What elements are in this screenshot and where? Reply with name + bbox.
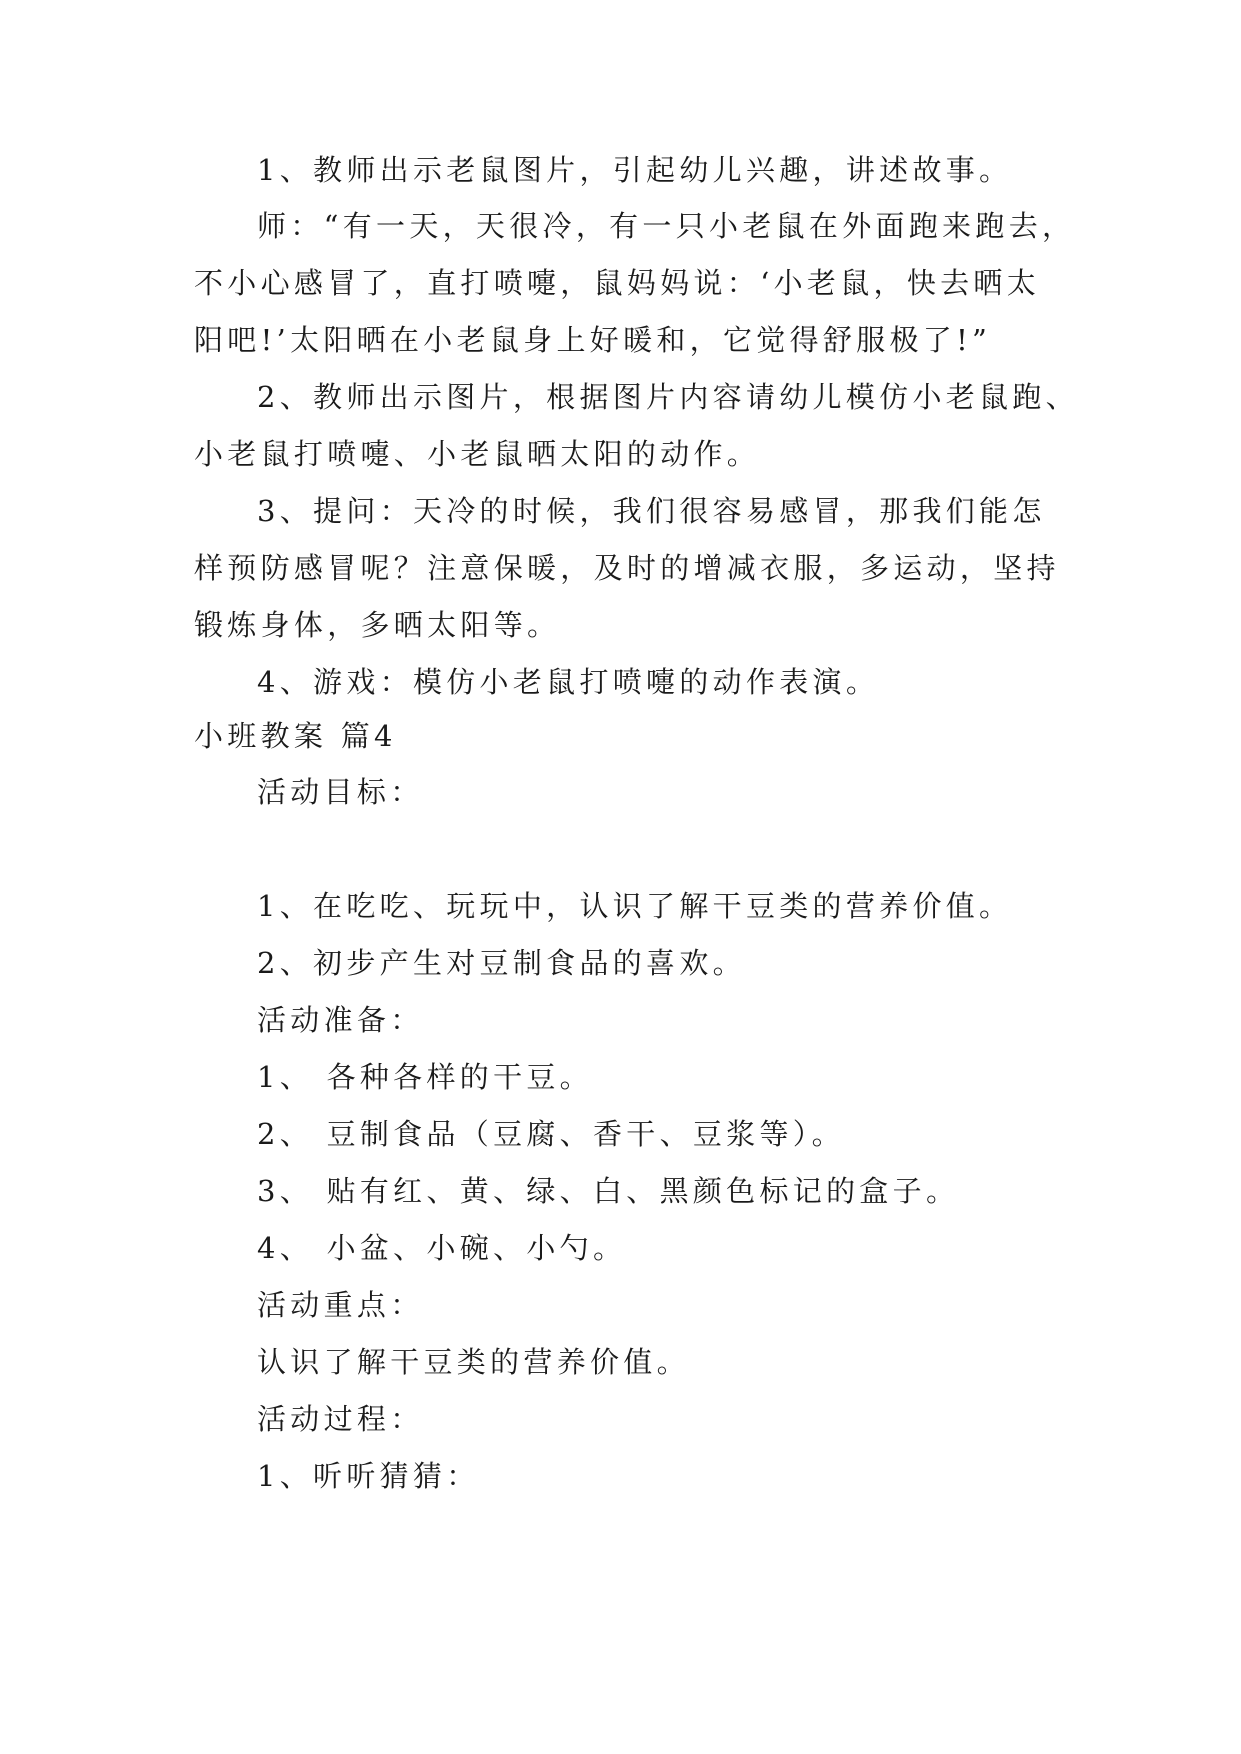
paragraph-line: 锻炼身体，多晒太阳等。 <box>194 608 561 642</box>
list-item: 2、 豆制食品（豆腐、香干、豆浆等）。 <box>257 1117 845 1151</box>
paragraph-line: 1、在吃吃、玩玩中，认识了解干豆类的营养价值。 <box>257 889 1013 923</box>
subheading: 活动过程： <box>257 1402 424 1436</box>
subheading: 活动准备： <box>257 1003 424 1037</box>
paragraph-line: 3、提问：天冷的时候，我们很容易感冒，那我们能怎 <box>257 494 1046 528</box>
paragraph-line: 不小心感冒了，直打喷嚏，鼠妈妈说：‘小老鼠，快去晒太 <box>194 266 1041 300</box>
paragraph-line: 小老鼠打喷嚏、小老鼠晒太阳的动作。 <box>194 437 761 471</box>
paragraph-line: 阳吧!’太阳晒在小老鼠身上好暖和，它觉得舒服极了!” <box>194 323 992 357</box>
list-item: 4、 小盆、小碗、小勺。 <box>257 1231 627 1265</box>
section-heading: 小班教案 篇4 <box>194 719 397 753</box>
paragraph-line: 4、游戏：模仿小老鼠打喷嚏的动作表演。 <box>257 665 880 699</box>
paragraph-line: 师：“有一天，天很冷，有一只小老鼠在外面跑来跑去， <box>257 209 1076 243</box>
subheading: 活动重点： <box>257 1288 424 1322</box>
paragraph-line: 2、教师出示图片，根据图片内容请幼儿模仿小老鼠跑、 <box>257 380 1079 414</box>
paragraph-line: 认识了解干豆类的营养价值。 <box>257 1345 690 1379</box>
list-item: 1、 各种各样的干豆。 <box>257 1060 593 1094</box>
list-item: 3、 贴有红、黄、绿、白、黑颜色标记的盒子。 <box>257 1174 960 1208</box>
subheading: 活动目标： <box>257 775 424 809</box>
paragraph-line: 样预防感冒呢？注意保暖，及时的增减衣服，多运动，坚持 <box>194 551 1060 585</box>
paragraph-line: 1、教师出示老鼠图片，引起幼儿兴趣，讲述故事。 <box>257 153 1013 187</box>
paragraph-line: 1、听听猜猜： <box>257 1459 480 1493</box>
paragraph-line: 2、初步产生对豆制食品的喜欢。 <box>257 946 746 980</box>
